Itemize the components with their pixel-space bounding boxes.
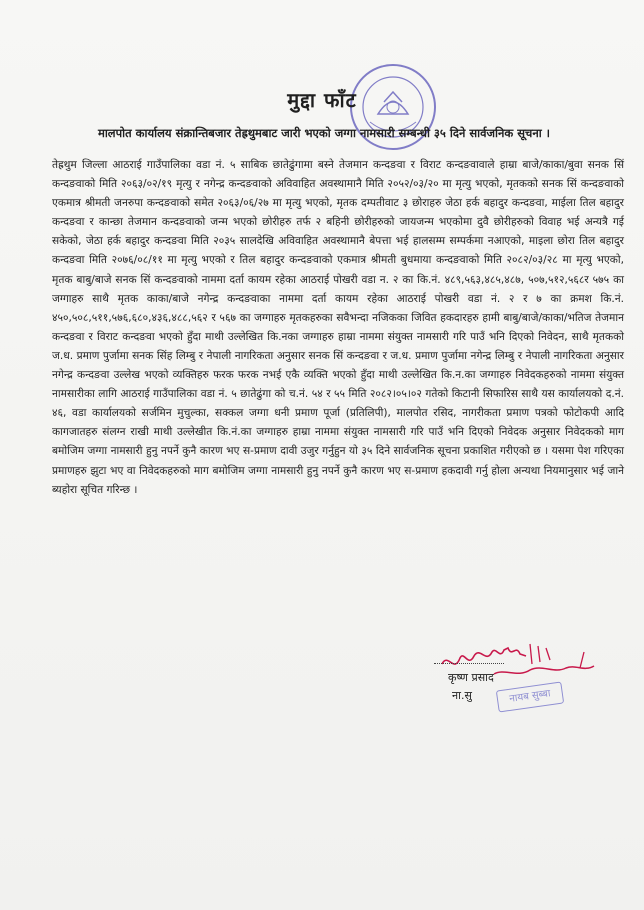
designation-stamp: नायब सुब्बा: [496, 682, 564, 713]
handwritten-signature-icon: [434, 634, 614, 694]
signature-line: [434, 663, 504, 664]
signer-name: कृष्ण प्रसाद: [448, 671, 494, 684]
notice-heading: मालपोत कार्यालय संक्रान्तिबजार तेह्रथुमबाट जारी भएको जग्गा नामसारी सम्बन्धी ३५ दिने सार्वजनिक सूचना ।: [97, 126, 551, 140]
signer-role: ना.सु: [452, 689, 472, 702]
document-title: मुद्दा फाँट: [287, 88, 357, 112]
notice-body: [52, 156, 624, 500]
body-paragraph: तेह्रथुम जिल्ला आठराई गाउँपालिका वडा नं. ५ साबिक छातेढुंगामा बस्ने तेजमान कन्दङवा र विराट कन्दङवावाले हाम्रा बाजे/काका/बुवा सनक सिं कन्दङवाको मिति २०६३/०२/१९ मृत्यु र नगेन्द्र कन्दङवाको अविवाहित अवस्थामानै मिति २०५२/०३/२० मा मृत्यु भएको, मृतकको सनक सिं कन्दङवाको एकमात्र श्रीमती जनरुपा कन्दङवाको समेत २०६३/०६/२७ मा मृत्यु भएको, मृतक दम्पतीवाट ३ छोराहरु जेठा हर्क बहादुर कन्दङवा, माईला तिल बहादुर कन्दङवा र कान्छा तेजमान कन्दङवाको जन्म भएको छोरीहरु तर्फ २ बहिनी छोरीहरुको जायजन्म भएकोमा दुवै छोरीहरुको विवाह भई अन्यत्रै गई सकेको, जेठा हर्क बहादुर कन्दङवा मिति २०३५ सालदेखि अविवाहित अवस्थामानै बेपत्ता भई हालसम्म सम्पर्कमा नआएको, माइला छोरा तिल बहादुर कन्दङवा मिति २०७६/०८/११ मा मृत्यु भएको र तिल बहादुर कन्दङवाको एकमात्र श्रीमती बुधमाया कन्दङवाको मिति २०८२/०३/२८ मा मृत्यु भएको, मृतक बाबु/बाजे सनक सिं कन्दङवाको नाममा दर्ता कायम रहेका आठराई पोखरी वडा न. २ का कि.नं. ४८९,५६३,४८५,४८७, ५०७,५१२,५६८र ५७५ का जग्गाहरु साथै मृतक काका/बाजे नगेन्द्र कन्दङवाका नाममा दर्ता कायम रहेका आठराई पोखरी वडा नं. २ र ७ का क्रमश कि.नं. ४५०,५०८,५११,५७६,६८०,४३६,४८८,५६२ र ५६७ का जग्गाहरु मृतकहरुका सवैभन्दा नजिकका जिवित हकदारहरु हामी बाबु/बाजे/काका/भतिज तेजमान कन्दङवा र विराट कन्दङवा भएको हुँदा माथी उल्लेखित कि.नका जग्गाहरु हाम्रा नाममा संयुक्त नामसारी गरि पाउँ भनि दिएको निवेदन, साथै मृतकको ज.ध. प्रमाण पुर्जामा सनक सिंह लिम्बु र नेपाली नागरिकता अनुसार सनक सिं कन्दङवा र ज.ध. प्रमाण पुर्जामा नगेन्द्र लिम्बु र नेपाली नागरिकता अनुसार नगेन्द्र कन्दङवा उल्लेख भएको व्यक्तिहरु फरक फरक नभई एकै व्यक्ति भएको हुँदा माथी उल्लेखित कि.न.का जग्गाहरु निवेदकहरुको नाममा संयुक्त नामसारीका लागि आठराई गाउँपालिका वडा नं. ५ छातेढुंगा को च.नं. ५४ र ५५ मिति २०८२।०५।०२ गतेको किटानी सिफारिस साथै यस कार्यालयको द.नं. ४६, वडा कार्यालयको सर्जमिन मुचुल्का, सक्कल जग्गा धनी प्रमाण पूर्जा (प्रतिलिपी), मालपोत रसिद, नागरीकता प्रमाण पत्रको फोटोकपी आदि कागजातहरु संलग्न राखी माथी उल्लेखीत कि.नं.का जग्गाहरु हाम्रा नाममा संयुक्त नामसारी गरि पाउँ भनि दिएको निवेदक अनुसार निवेदकको माग बमोजिम जग्गा नामसारी हुनु नपर्ने कुनै कारण भए स-प्रमाण दावी उजुर गर्नुहुन यो ३५ दिने सार्वजनिक सूचना प्रकाशित गरीएको छ । यसमा पेश गरिएका प्रमाणहरु झुटा भए वा निवेदकहरुको माग बमोजिम जग्गा नामसारी हुनु नपर्ने कुनै कारण भए स-प्रमाण हकदावी गर्नु होला अन्यथा नियमानुसार भई जाने ब्यहोरा सूचित गरिन्छ ।: [52, 159, 625, 496]
